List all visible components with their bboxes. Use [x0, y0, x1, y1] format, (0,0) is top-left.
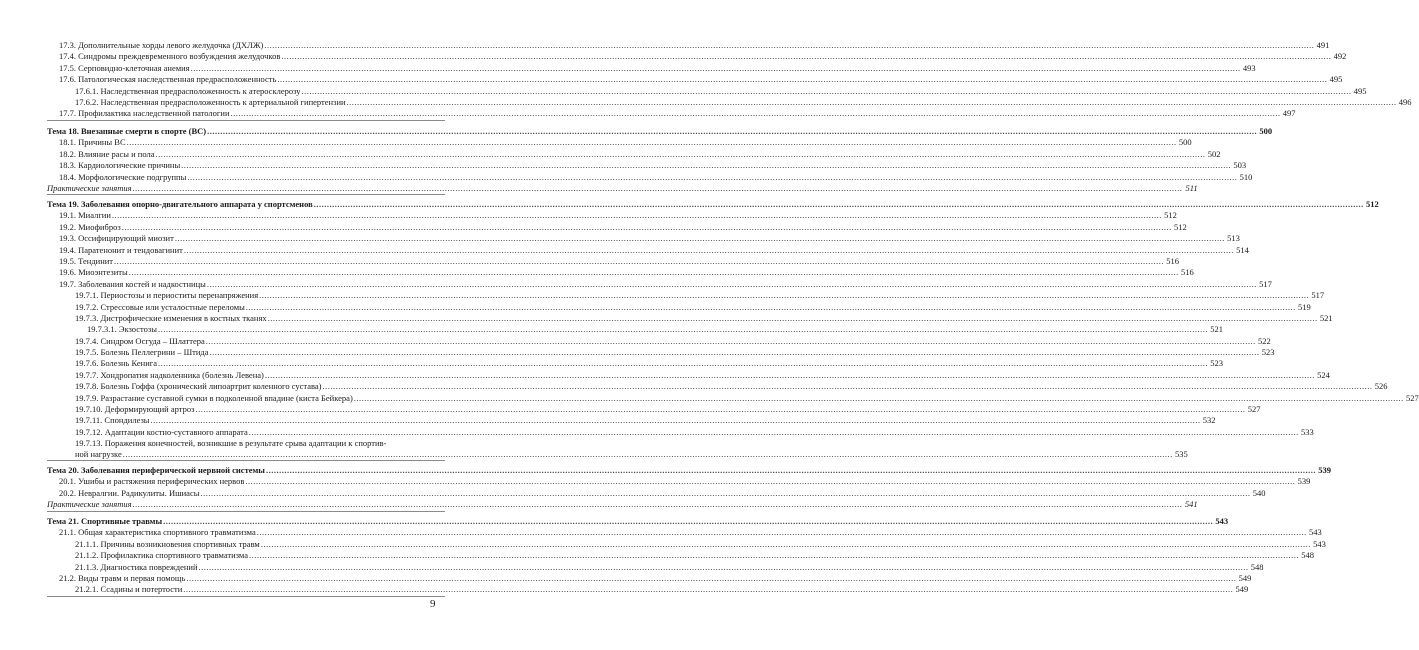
toc-entry[interactable] [47, 148, 1221, 160]
toc-entry[interactable] [47, 404, 1261, 415]
toc-entry-title: Тема 19. Заболевания опорно-двигательного аппарата у спортсменов [47, 199, 313, 209]
toc-entry[interactable] [47, 160, 1247, 171]
toc-entry[interactable] [47, 381, 1388, 392]
toc-topic-heading[interactable] [47, 465, 1331, 476]
dot-leader [183, 584, 1233, 595]
toc-page-number: 527 [1247, 404, 1261, 415]
dot-leader [354, 393, 1404, 404]
toc-entry-title: 17.6. Патологическая наследственная предрасположенность [59, 74, 277, 85]
toc-entry[interactable] [47, 426, 1314, 438]
toc-group-topic-17 [47, 40, 1412, 121]
toc-page-number: 532 [1202, 415, 1216, 426]
toc-entry[interactable] [47, 561, 1264, 573]
toc-entry-title: 17.5. Серповидно-клеточная анемия [59, 62, 190, 73]
toc-page-number: 523 [1210, 358, 1224, 369]
toc-entry[interactable] [47, 108, 1296, 119]
dot-leader [133, 499, 1183, 510]
toc-page-number: 535 [1174, 449, 1188, 460]
toc-group-topic-21 [47, 516, 1326, 597]
toc-page-number: 521 [1319, 312, 1333, 323]
toc-entry[interactable] [47, 550, 1315, 561]
toc-page-number: 492 [1333, 51, 1347, 62]
toc-entry[interactable] [47, 210, 1177, 221]
toc-entry-title: 18.3. Кардиологические причины [59, 160, 181, 171]
dot-leader [151, 415, 1201, 426]
dot-leader [266, 465, 1316, 476]
toc-entry[interactable] [47, 335, 1271, 347]
toc-page-number: 495 [1353, 85, 1367, 96]
toc-entry-title: 19.7.11. Спондилезы [75, 415, 150, 426]
toc-page-number: 521 [1210, 324, 1223, 335]
toc-page-number: 517 [1311, 290, 1325, 301]
toc-entry-title: 19.6. Миоэнтезиты [59, 267, 128, 278]
toc-page-number: 491 [1316, 40, 1330, 50]
dot-leader [133, 183, 1183, 194]
toc-entry[interactable] [47, 255, 1180, 267]
toc-entry[interactable] [47, 324, 1223, 335]
dot-leader [302, 86, 1352, 97]
dot-leader [265, 370, 1315, 381]
toc-page-number: 495 [1329, 74, 1343, 85]
toc-page-number: 533 [1300, 426, 1314, 437]
toc-entry[interactable] [47, 347, 1275, 358]
toc-entry[interactable] [47, 233, 1240, 244]
toc-entry-title: 19.7.3. Дистрофические изменения в костных тканях [75, 312, 267, 323]
toc-entry-title: 19.1. Миалгии [59, 210, 111, 221]
toc-page-number: 514 [1236, 244, 1249, 255]
toc-entry-title: Тема 20. Заболевания периферической нервной системы [47, 465, 265, 475]
toc-page-number: 516 [1166, 255, 1180, 266]
dot-leader [129, 267, 1179, 278]
dot-leader [112, 210, 1162, 221]
dot-leader [231, 108, 1281, 119]
dot-leader [347, 97, 1397, 108]
dot-leader [322, 381, 1372, 392]
toc-entry-title: 19.7.9. Разрастание суставной сумки в подколенной впадине (киста Бейкера) [75, 392, 353, 403]
toc-entry[interactable] [47, 182, 1198, 194]
toc-entry[interactable] [47, 244, 1249, 256]
toc-page-number: 548 [1301, 550, 1315, 561]
dot-leader [191, 63, 1241, 74]
toc-entry-title: 21.1.3. Диагностика повреждений [75, 561, 198, 572]
toc-entry[interactable] [47, 290, 1325, 301]
toc-group-topic-19 [47, 199, 1419, 461]
dot-leader [184, 245, 1234, 256]
dot-leader [207, 126, 1257, 137]
toc-page-number: 512 [1164, 210, 1177, 221]
dot-leader [249, 427, 1299, 438]
toc-entry[interactable] [47, 487, 1266, 499]
toc-entry[interactable] [47, 392, 1419, 404]
dot-leader [257, 527, 1307, 538]
toc-entry-title: 19.7.6. Болезнь Кенига [75, 358, 158, 369]
dot-leader [259, 290, 1309, 301]
dot-leader [277, 74, 1327, 85]
toc-entry-title: Тема 18. Внезапные смерти в спорте (ВС) [47, 126, 207, 136]
dot-leader [207, 279, 1257, 290]
toc-entry-title: 19.7.10. Деформирующий артроз [75, 404, 195, 415]
dot-leader [281, 51, 1331, 62]
toc-entry-title: 17.7. Профилактика наследственной патологии [59, 108, 230, 119]
toc-entry[interactable] [47, 221, 1187, 233]
toc-page-number: 519 [1298, 301, 1311, 312]
dot-leader [210, 347, 1260, 358]
toc-entry[interactable] [47, 476, 1311, 487]
dot-leader [246, 302, 1296, 313]
toc-entry-title: Практические занятия [47, 182, 132, 193]
dot-leader [264, 40, 1314, 51]
toc-entry-title: 19.4. Паратенонит и тендовагинит [59, 244, 183, 255]
toc-entry-title: 18.1. Причины ВС [59, 137, 126, 148]
toc-entry-title: 21.2. Виды травм и первая помощь [59, 572, 186, 583]
toc-entry-title: Практические занятия [47, 499, 132, 510]
toc-page-number: 523 [1261, 347, 1275, 358]
dot-leader [127, 137, 1177, 148]
toc-entry-title: 21.1.1. Причины возникновения спортивных травм [75, 538, 260, 549]
toc-entry-title: 17.3. Дополнительные хорды левого желудочка (ДХЛЖ) [59, 40, 264, 50]
toc-page-number: 511 [1185, 182, 1198, 193]
dot-leader [206, 336, 1256, 347]
dot-leader [163, 516, 1213, 527]
toc-page-number: 543 [1215, 516, 1229, 526]
toc-page-number: 512 [1365, 199, 1379, 209]
toc-entry[interactable] [47, 40, 1330, 51]
dot-leader [314, 199, 1364, 210]
toc-entry[interactable] [47, 358, 1224, 369]
toc-entry-title: 19.5. Тендинит [59, 255, 114, 266]
toc-entry-title: 19.2. Миофиброз [59, 221, 121, 232]
toc-page-number: 524 [1317, 369, 1330, 380]
toc-entry[interactable] [47, 62, 1256, 74]
toc-entry[interactable] [47, 369, 1330, 381]
dot-leader [158, 324, 1208, 335]
toc-page-number: 497 [1282, 108, 1296, 119]
toc-entry[interactable] [47, 527, 1322, 538]
toc-entry-title: 18.4. Морфологические подгруппы [59, 171, 187, 182]
toc-entry-title: 19.7.13. Поражения конечностей, возникшие в результате срыва адаптации к спортив- [75, 438, 387, 449]
toc-entry[interactable] [47, 415, 1216, 426]
toc-entry[interactable] [47, 74, 1343, 85]
toc-page-number: 502 [1207, 148, 1221, 159]
dot-leader [158, 358, 1208, 369]
toc-entry-title: 21.1. Общая характеристика спортивного травматизма [59, 527, 256, 538]
toc-entry-title: 19.7.5. Болезнь Пеллегрини – Штида [75, 347, 209, 358]
toc-entry-title: 19.7.3.1. Экзостозы [87, 324, 157, 335]
toc-page-number: 522 [1258, 335, 1271, 346]
toc-entry-title: 21.1.2. Профилактика спортивного травматизма [75, 550, 249, 561]
dot-leader [187, 172, 1237, 183]
dot-leader [175, 233, 1225, 244]
dot-leader [249, 550, 1299, 561]
toc-entry[interactable] [47, 438, 1188, 460]
toc-page-number: 543 [1313, 538, 1326, 549]
toc-topic-heading[interactable] [47, 199, 1379, 210]
toc-page-number: 549 [1235, 584, 1249, 595]
toc-page-number: 500 [1178, 137, 1192, 148]
toc-group-topic-20 [47, 465, 1331, 512]
toc-entry[interactable] [47, 312, 1333, 324]
dot-leader [156, 149, 1206, 160]
toc-entry-title: 17.6.1. Наследственная предрасположенность к атеросклерозу [75, 85, 301, 96]
toc-page-number: 539 [1318, 465, 1331, 475]
dot-leader [268, 313, 1318, 324]
toc-entry-title: 17.6.2. Наследственная предрасположенность к артериальной гипертензии [75, 96, 346, 107]
toc-entry[interactable] [47, 278, 1272, 290]
toc-entry[interactable] [47, 171, 1253, 183]
toc-page-number: 549 [1238, 572, 1252, 583]
toc-entry[interactable] [47, 267, 1194, 278]
toc-topic-heading[interactable] [47, 516, 1229, 527]
toc-page-number: 516 [1180, 267, 1194, 278]
toc-entry[interactable] [47, 538, 1326, 550]
toc-page-number: 496 [1398, 96, 1412, 107]
toc-entry-title: 18.2. Влияние расы и пола [59, 148, 155, 159]
toc-page-number: 548 [1250, 561, 1264, 572]
toc-page-number: 512 [1173, 221, 1187, 232]
toc-entry-title: 19.7.4. Синдром Осгуда – Шлаттера [75, 335, 205, 346]
toc-page-number: 500 [1259, 126, 1273, 136]
dot-leader [261, 539, 1311, 550]
toc-entry-title: 19.3. Оссифицирующий миозит [59, 233, 174, 244]
toc-page-number: 541 [1184, 499, 1198, 510]
toc-entry-title: 19.7.1. Периостозы и периоститы перенапряжения [75, 290, 259, 301]
dot-leader [199, 562, 1249, 573]
toc-page-number: 503 [1233, 160, 1247, 171]
toc-entry-title: 19.7.2. Стрессовые или усталостные переломы [75, 301, 245, 312]
toc-entry-title: 19.7.12. Адаптации костно-суставного аппарата [75, 426, 248, 437]
toc-page-number: 493 [1242, 62, 1256, 73]
dot-leader [245, 476, 1295, 487]
toc-entry-title: 19.7.7. Хондропатия надколенника (болезнь Левена) [75, 369, 264, 380]
toc-entry-title: 20.1. Ушибы и растяжения периферических нервов [59, 476, 245, 487]
toc-entry-title: 17.4. Синдромы преждевременного возбуждения желудочков [59, 51, 281, 62]
toc-entry[interactable] [47, 96, 1412, 108]
dot-leader [186, 573, 1236, 584]
toc-entry-title-continued: ной нагрузке [75, 449, 122, 460]
toc-page-number: 526 [1374, 381, 1388, 392]
toc-page-number: 539 [1297, 476, 1311, 487]
toc-entry[interactable] [47, 584, 1249, 595]
toc-entry[interactable] [47, 85, 1367, 97]
toc-entry-title: 19.7. Заболевания костей и надкостницы [59, 278, 206, 289]
dot-leader [114, 256, 1164, 267]
dot-leader [195, 404, 1245, 415]
toc-page-number: 513 [1227, 233, 1240, 244]
toc-entry[interactable] [47, 51, 1347, 62]
dot-leader [122, 222, 1172, 233]
page-number: 9 [430, 598, 436, 610]
toc-entry[interactable] [47, 301, 1311, 313]
dot-leader [181, 160, 1231, 171]
toc-group-topic-18 [47, 126, 1273, 195]
dot-leader [123, 449, 1173, 460]
toc-page-number: 527 [1406, 392, 1419, 403]
toc-entry[interactable] [47, 137, 1192, 148]
toc-entry-title: 21.2.1. Ссадины и потертости [75, 584, 183, 595]
toc-topic-heading[interactable] [47, 126, 1273, 137]
toc-page-number: 517 [1259, 278, 1272, 289]
toc-page-number: 543 [1308, 527, 1322, 538]
toc-entry-title: Тема 21. Спортивные травмы [47, 516, 163, 526]
toc-page-number: 510 [1239, 171, 1253, 182]
dot-leader [200, 488, 1250, 499]
toc-entry[interactable] [47, 572, 1252, 584]
toc-entry-title: 19.7.8. Болезнь Гоффа (хронический липоартрит коленного сустава) [75, 381, 322, 392]
toc-entry[interactable] [47, 499, 1198, 510]
toc-page-number: 540 [1252, 487, 1266, 498]
toc-entry-title: 20.2. Невралгии. Радикулиты. Ишиасы [59, 487, 200, 498]
